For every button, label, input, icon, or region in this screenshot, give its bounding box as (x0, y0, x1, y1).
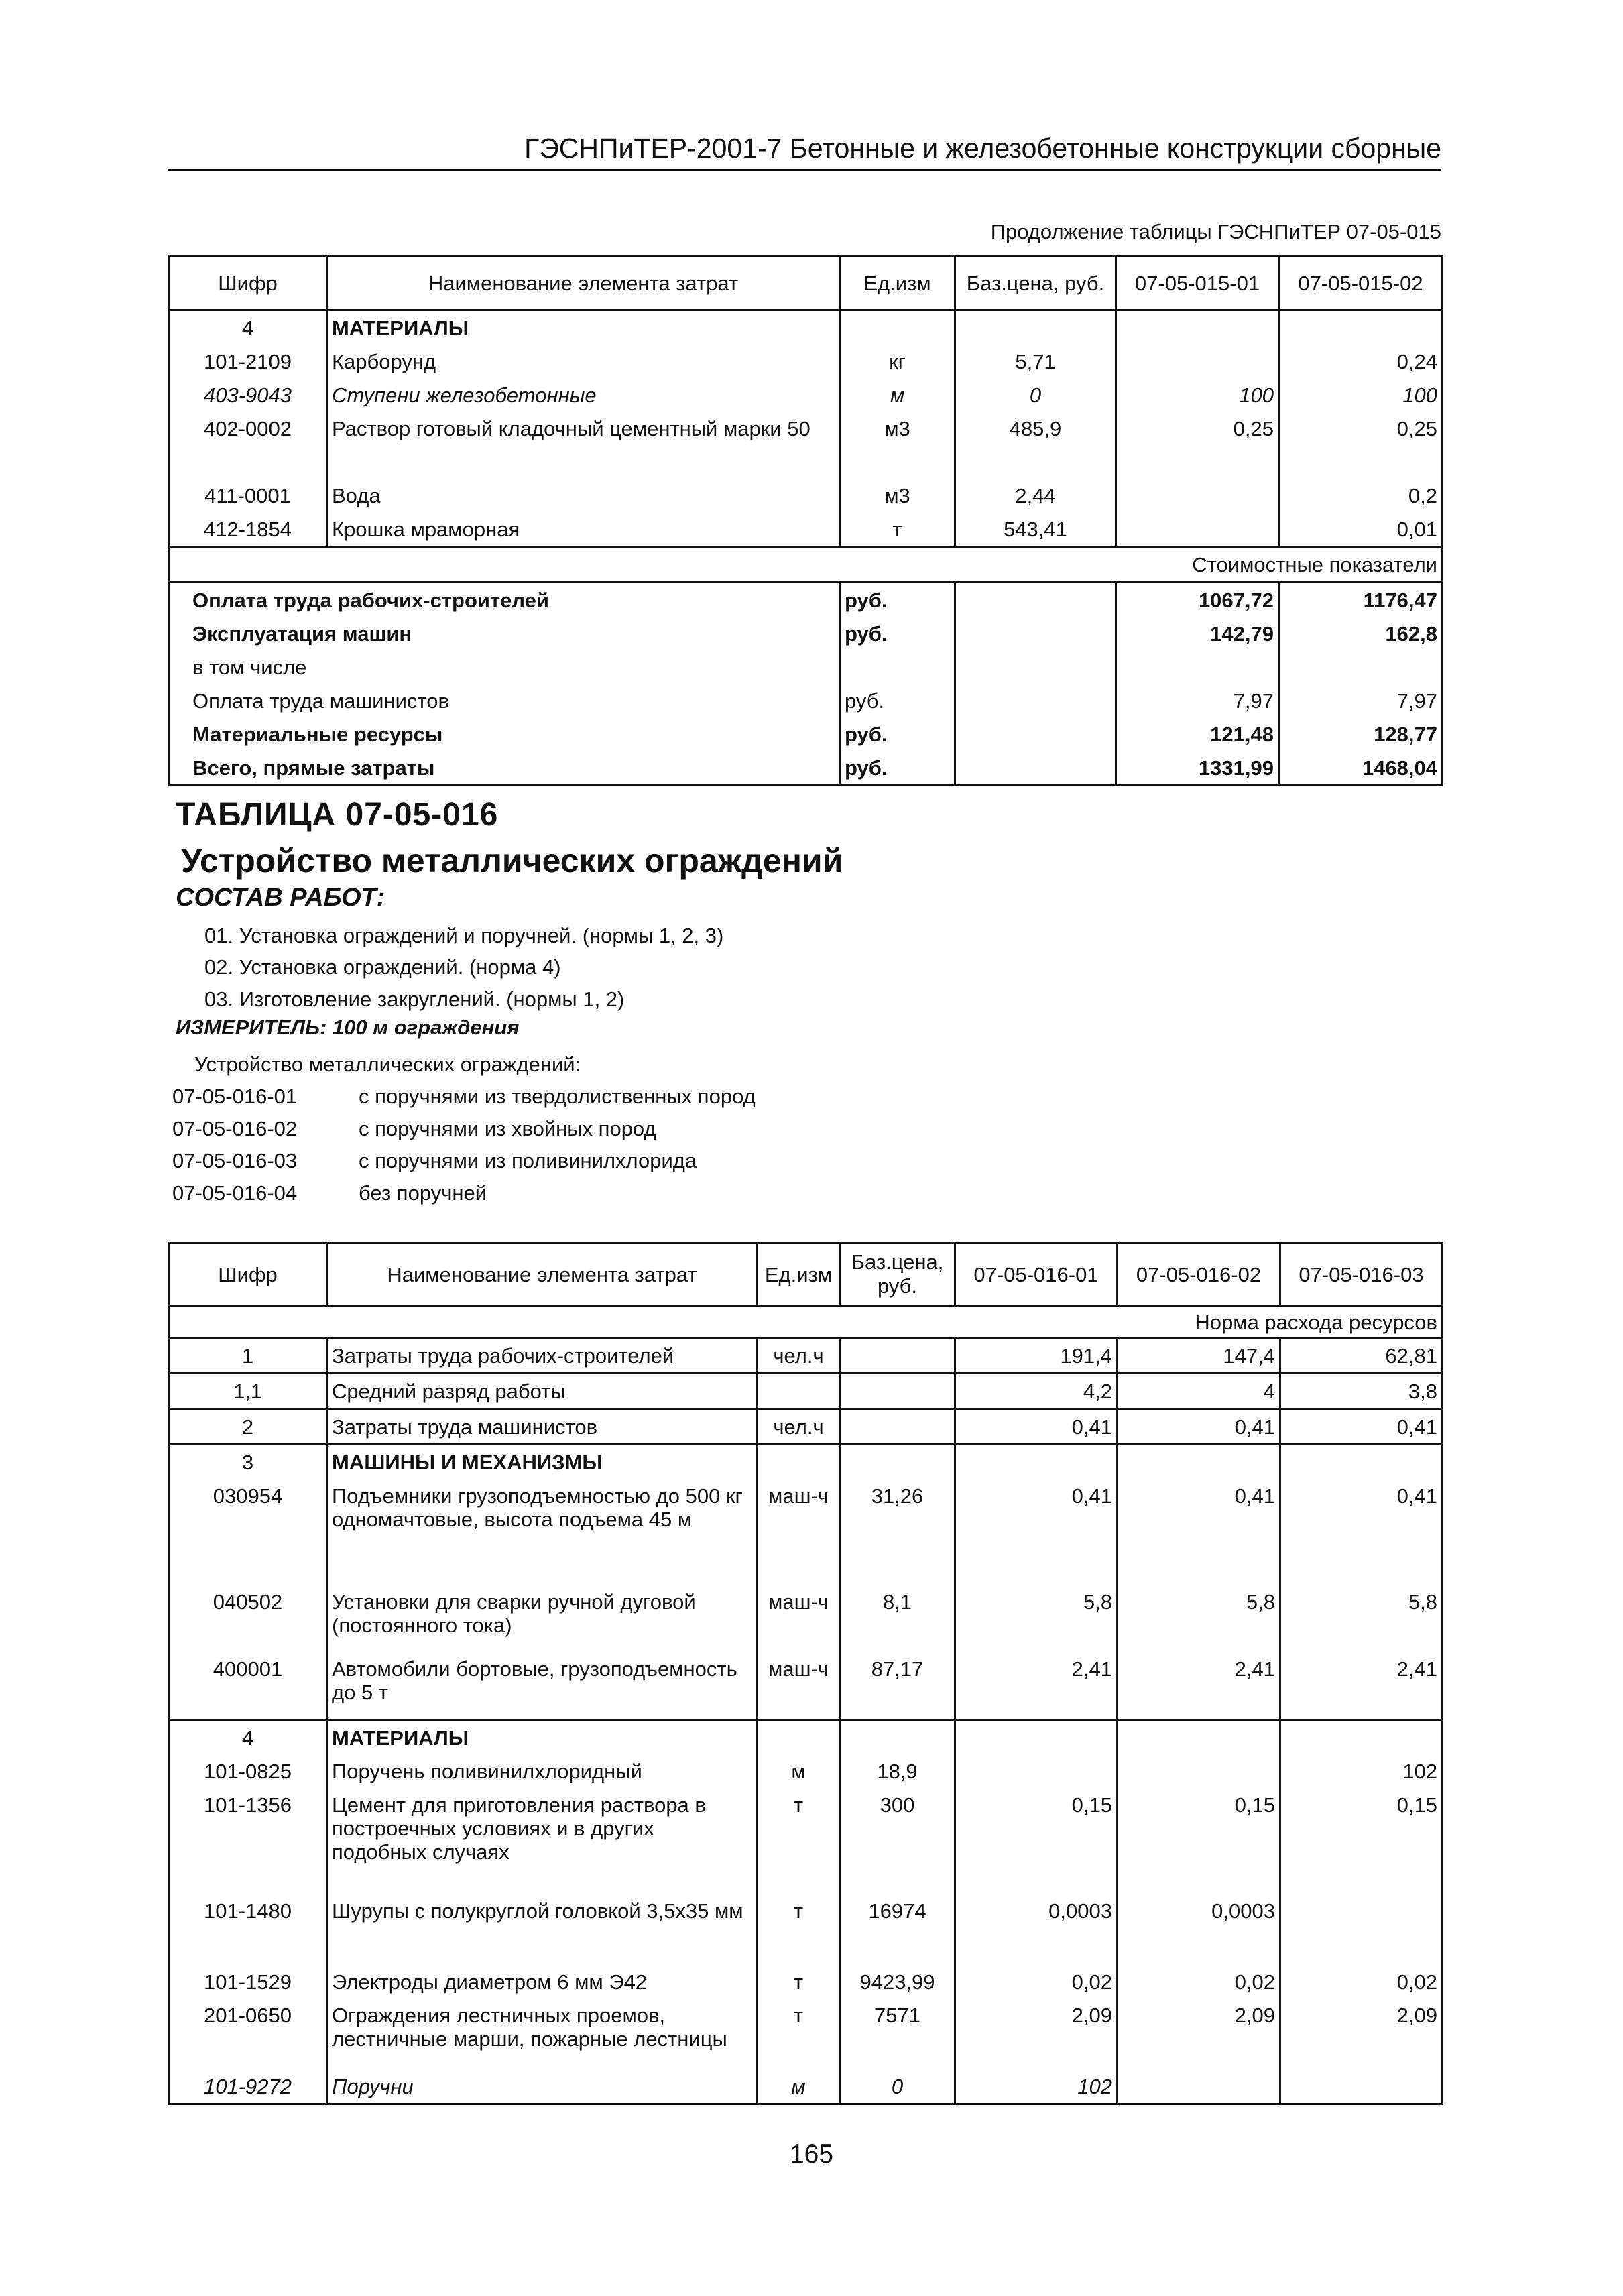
cell-name: Раствор готовый кладочный цементный марки 50 (327, 412, 840, 479)
col-header-norm-1: 07-05-015-01 (1116, 256, 1279, 310)
cell-norm-2: 0,01 (1279, 512, 1443, 547)
cell-unit: м3 (840, 479, 955, 512)
table-row (169, 2069, 1443, 2104)
cell-norm-2: 0,41 (1118, 1409, 1280, 1445)
cell-unit: кг (840, 345, 955, 378)
cell-norm-3 (1280, 1894, 1443, 1965)
col-header-norm-2: 07-05-016-02 (1118, 1243, 1280, 1307)
cell-norm-1: 0,41 (955, 1479, 1118, 1585)
measure-unit (176, 1016, 520, 1040)
cell-name: МАТЕРИАЛЫ (327, 1720, 758, 1755)
summary-unit: руб. (840, 617, 955, 650)
work-item: 02. Установка ограждений. (норма 4) (204, 955, 561, 979)
cell-code: 101-0825 (169, 1754, 327, 1788)
summary-row (169, 583, 1443, 617)
cell-name: Поручни (327, 2069, 758, 2104)
cell-price: 7571 (840, 1998, 955, 2069)
cell-norm-2: 2,41 (1118, 1652, 1280, 1720)
cell-code: 4 (169, 1720, 327, 1755)
cell-norm-3: 0,15 (1280, 1788, 1443, 1894)
norm-description: без поручней (359, 1181, 487, 1205)
norm-band-label: Норма расхода ресурсов (169, 1307, 1443, 1338)
cell-norm-2: 100 (1279, 378, 1443, 412)
table-header-row (169, 1243, 1443, 1307)
cell-code: 411-0001 (169, 479, 327, 512)
cell-name: Затраты труда машинистов (327, 1409, 758, 1445)
summary-name: Материальные ресурсы (169, 717, 840, 751)
col-header-name: Наименование элемента затрат (327, 1243, 758, 1307)
cell-code: 040502 (169, 1585, 327, 1652)
table-row (169, 412, 1443, 479)
cell-unit: чел.ч (758, 1409, 840, 1445)
summary-row (169, 650, 1443, 684)
summary-price (955, 650, 1116, 684)
cell-name: Подъемники грузоподъемностью до 500 кг одномачтовые, высота подъема 45 м (327, 1479, 758, 1585)
cell-norm-1 (1116, 479, 1279, 512)
summary-unit: руб. (840, 684, 955, 717)
norm-description: с поручнями из поливинилхлорида (359, 1149, 697, 1172)
cell-price: 0 (840, 2069, 955, 2104)
cell-code: 1 (169, 1338, 327, 1374)
table-07-05-016 (168, 1242, 1443, 2105)
table-row (169, 1998, 1443, 2069)
cell-norm-2: 0,02 (1118, 1965, 1280, 1998)
summary-price (955, 751, 1116, 786)
cell-name: Ступени железобетонные (327, 378, 840, 412)
cell-norm-2: 0,41 (1118, 1479, 1280, 1585)
summary-norm-2: 1468,04 (1279, 751, 1443, 786)
work-item: 03. Изготовление закруглений. (нормы 1, 2) (204, 987, 625, 1011)
cell-norm-1: 191,4 (955, 1338, 1118, 1374)
table-07-05-015 (168, 255, 1443, 786)
cell-norm-2: 0,15 (1118, 1788, 1280, 1894)
cell-name: Средний разряд работы (327, 1374, 758, 1409)
cell-norm-1 (955, 1754, 1118, 1788)
table-row (169, 512, 1443, 547)
cell-price: 87,17 (840, 1652, 955, 1720)
norms-intro: Устройство металлических ограждений: (194, 1052, 581, 1076)
cell-unit: м (758, 1754, 840, 1788)
norm-code: 07-05-016-03 (172, 1149, 298, 1172)
table-row (169, 1754, 1443, 1788)
cell-price: 2,44 (955, 479, 1116, 512)
summary-price (955, 684, 1116, 717)
cell-norm-1 (1116, 345, 1279, 378)
summary-norm-2: 162,8 (1279, 617, 1443, 650)
summary-norm-2 (1279, 650, 1443, 684)
table-row (169, 1894, 1443, 1965)
section-row-machines (169, 1445, 1443, 1479)
cell-unit: т (758, 1965, 840, 1998)
section-row-materials (169, 1720, 1443, 1755)
col-header-code: Шифр (169, 256, 327, 310)
col-header-name: Наименование элемента затрат (327, 256, 840, 310)
cell-norm-1: 0,15 (955, 1788, 1118, 1894)
col-header-unit: Ед.изм (758, 1243, 840, 1307)
cell-price (840, 1374, 955, 1409)
summary-norm-1: 1331,99 (1116, 751, 1279, 786)
cell-price: 485,9 (955, 412, 1116, 479)
cell-name: Карборунд (327, 345, 840, 378)
summary-price (955, 617, 1116, 650)
cell-name: Затраты труда рабочих-строителей (327, 1338, 758, 1374)
cell-name: Ограждения лестничных проемов, лестничные марши, пожарные лестницы (327, 1998, 758, 2069)
cell-unit: маш-ч (758, 1652, 840, 1720)
col-header-code: Шифр (169, 1243, 327, 1307)
summary-row (169, 717, 1443, 751)
measure-value: : 100 м ограждения (319, 1016, 520, 1039)
cell-code: 412-1854 (169, 512, 327, 547)
table-header-row (169, 256, 1443, 310)
table-continuation-caption: Продолжение таблицы ГЭСНПиТЕР 07-05-015 (990, 220, 1441, 243)
cell-unit: маш-ч (758, 1479, 840, 1585)
cell-code: 101-9272 (169, 2069, 327, 2104)
cell-code: 201-0650 (169, 1998, 327, 2069)
cell-name: Вода (327, 479, 840, 512)
summary-norm-1: 142,79 (1116, 617, 1279, 650)
cell-unit: т (758, 1894, 840, 1965)
summary-norm-1: 1067,72 (1116, 583, 1279, 617)
table-subtitle: Устройство металлических ограждений (181, 842, 843, 880)
cell-price: 8,1 (840, 1585, 955, 1652)
cell-norm-2 (1118, 2069, 1280, 2104)
cell-norm-1 (1116, 310, 1279, 345)
page-number: 165 (789, 2140, 834, 2169)
cell-norm-2: 0,2 (1279, 479, 1443, 512)
table-row (169, 378, 1443, 412)
cell-code: 4 (169, 310, 327, 345)
cell-norm-2: 5,8 (1118, 1585, 1280, 1652)
cell-price: 9423,99 (840, 1965, 955, 1998)
cost-band-row (169, 547, 1443, 583)
summary-norm-2: 1176,47 (1279, 583, 1443, 617)
table-title: ТАБЛИЦА 07-05-016 (176, 797, 499, 833)
summary-name: Эксплуатация машин (169, 617, 840, 650)
norm-code: 07-05-016-02 (172, 1117, 298, 1140)
summary-row (169, 751, 1443, 786)
summary-name: Всего, прямые затраты (169, 751, 840, 786)
cell-norm-1: 100 (1116, 378, 1279, 412)
cell-price (840, 1338, 955, 1374)
cell-price: 31,26 (840, 1479, 955, 1585)
summary-unit: руб. (840, 583, 955, 617)
cell-norm-1: 102 (955, 2069, 1118, 2104)
norm-code: 07-05-016-01 (172, 1085, 298, 1108)
summary-unit: руб. (840, 751, 955, 786)
norm-description: с поручнями из хвойных пород (359, 1117, 656, 1140)
cell-price: 5,71 (955, 345, 1116, 378)
col-header-norm-1: 07-05-016-01 (955, 1243, 1118, 1307)
cell-code: 101-2109 (169, 345, 327, 378)
cell-price (840, 1409, 955, 1445)
cell-norm-1: 4,2 (955, 1374, 1118, 1409)
cell-norm-1: 0,02 (955, 1965, 1118, 1998)
cell-norm-1: 2,09 (955, 1998, 1118, 2069)
cell-norm-2: 0,24 (1279, 345, 1443, 378)
cell-name: МАТЕРИАЛЫ (327, 310, 840, 345)
cell-code: 403-9043 (169, 378, 327, 412)
norm-code: 07-05-016-04 (172, 1181, 298, 1205)
cell-price: 543,41 (955, 512, 1116, 547)
cell-name: Автомобили бортовые, грузоподъемность до 5 т (327, 1652, 758, 1720)
summary-norm-1: 121,48 (1116, 717, 1279, 751)
cell-price: 0 (955, 378, 1116, 412)
table-row (169, 479, 1443, 512)
table-row (169, 1652, 1443, 1720)
cell-name: Шурупы с полукруглой головкой 3,5x35 мм (327, 1894, 758, 1965)
summary-name: Оплата труда рабочих-строителей (169, 583, 840, 617)
norm-description: с поручнями из твердолиственных пород (359, 1085, 756, 1108)
table-row (169, 310, 1443, 345)
cell-norm-1 (1116, 512, 1279, 547)
cell-unit: т (758, 1998, 840, 2069)
cell-norm-2: 2,09 (1118, 1998, 1280, 2069)
cell-norm-3: 2,09 (1280, 1998, 1443, 2069)
col-header-unit: Ед.изм (840, 256, 955, 310)
cost-band-label: Стоимостные показатели (169, 547, 1443, 583)
col-header-price: Баз.цена, руб. (840, 1243, 955, 1307)
cell-name: Электроды диаметром 6 мм Э42 (327, 1965, 758, 1998)
table-row (169, 1585, 1443, 1652)
table-row (169, 1374, 1443, 1409)
summary-unit (840, 650, 955, 684)
col-header-price: Баз.цена, руб. (955, 256, 1116, 310)
cell-norm-2 (1279, 310, 1443, 345)
norm-band-row (169, 1307, 1443, 1338)
cell-code: 101-1356 (169, 1788, 327, 1894)
cell-norm-2: 147,4 (1118, 1338, 1280, 1374)
cell-unit: т (840, 512, 955, 547)
col-header-norm-2: 07-05-015-02 (1279, 256, 1443, 310)
table-row (169, 345, 1443, 378)
cell-code: 400001 (169, 1652, 327, 1720)
col-header-norm-3: 07-05-016-03 (1280, 1243, 1443, 1307)
cell-price (955, 310, 1116, 345)
table-row (169, 1965, 1443, 1998)
cell-unit (840, 310, 955, 345)
cell-unit (758, 1374, 840, 1409)
cell-norm-1: 0,25 (1116, 412, 1279, 479)
summary-norm-1: 7,97 (1116, 684, 1279, 717)
summary-unit: руб. (840, 717, 955, 751)
cell-unit: м3 (840, 412, 955, 479)
cell-norm-2: 0,0003 (1118, 1894, 1280, 1965)
cell-norm-3: 0,02 (1280, 1965, 1443, 1998)
table-row (169, 1788, 1443, 1894)
cell-price: 16974 (840, 1894, 955, 1965)
cell-norm-3 (1280, 2069, 1443, 2104)
cell-code: 3 (169, 1445, 327, 1479)
cell-name: Крошка мраморная (327, 512, 840, 547)
header-rule (168, 169, 1441, 171)
cell-norm-3: 0,41 (1280, 1409, 1443, 1445)
table-row (169, 1338, 1443, 1374)
summary-row (169, 684, 1443, 717)
work-item: 01. Установка ограждений и поручней. (нормы 1, 2, 3) (204, 924, 724, 947)
cell-unit: т (758, 1788, 840, 1894)
cell-code: 030954 (169, 1479, 327, 1585)
summary-norm-2: 128,77 (1279, 717, 1443, 751)
cell-name: Цемент для приготовления раствора в построечных условиях и в других подобных случаях (327, 1788, 758, 1894)
cell-code: 101-1480 (169, 1894, 327, 1965)
cell-norm-3: 0,41 (1280, 1479, 1443, 1585)
cell-norm-3: 2,41 (1280, 1652, 1443, 1720)
cell-unit: м (840, 378, 955, 412)
summary-row (169, 617, 1443, 650)
summary-price (955, 583, 1116, 617)
summary-name: Оплата труда машинистов (169, 684, 840, 717)
cell-unit: маш-ч (758, 1585, 840, 1652)
cell-norm-3: 102 (1280, 1754, 1443, 1788)
cell-price: 18,9 (840, 1754, 955, 1788)
cell-code: 101-1529 (169, 1965, 327, 1998)
summary-norm-2: 7,97 (1279, 684, 1443, 717)
table-row (169, 1409, 1443, 1445)
cell-norm-3: 3,8 (1280, 1374, 1443, 1409)
table-row (169, 1479, 1443, 1585)
summary-price (955, 717, 1116, 751)
cell-price: 300 (840, 1788, 955, 1894)
cell-code: 402-0002 (169, 412, 327, 479)
cell-name: Поручень поливинилхлоридный (327, 1754, 758, 1788)
cell-unit: м (758, 2069, 840, 2104)
cell-code: 1,1 (169, 1374, 327, 1409)
cell-norm-3: 5,8 (1280, 1585, 1443, 1652)
summary-norm-1 (1116, 650, 1279, 684)
cell-norm-2: 4 (1118, 1374, 1280, 1409)
work-composition-label: СОСТАВ РАБОТ: (176, 884, 385, 912)
cell-norm-1: 0,0003 (955, 1894, 1118, 1965)
cell-norm-2: 0,25 (1279, 412, 1443, 479)
cell-norm-1: 0,41 (955, 1409, 1118, 1445)
summary-name: в том числе (169, 650, 840, 684)
running-header: ГЭСНПиТЕР-2001-7 Бетонные и железобетонные конструкции сборные (524, 133, 1441, 164)
cell-name: Установки для сварки ручной дуговой (постоянного тока) (327, 1585, 758, 1652)
cell-code: 2 (169, 1409, 327, 1445)
cell-unit: чел.ч (758, 1338, 840, 1374)
measure-label: ИЗМЕРИТЕЛЬ (176, 1016, 320, 1039)
cell-norm-1: 2,41 (955, 1652, 1118, 1720)
cell-norm-1: 5,8 (955, 1585, 1118, 1652)
cell-norm-2 (1118, 1754, 1280, 1788)
cell-norm-3: 62,81 (1280, 1338, 1443, 1374)
cell-name: МАШИНЫ И МЕХАНИЗМЫ (327, 1445, 758, 1479)
